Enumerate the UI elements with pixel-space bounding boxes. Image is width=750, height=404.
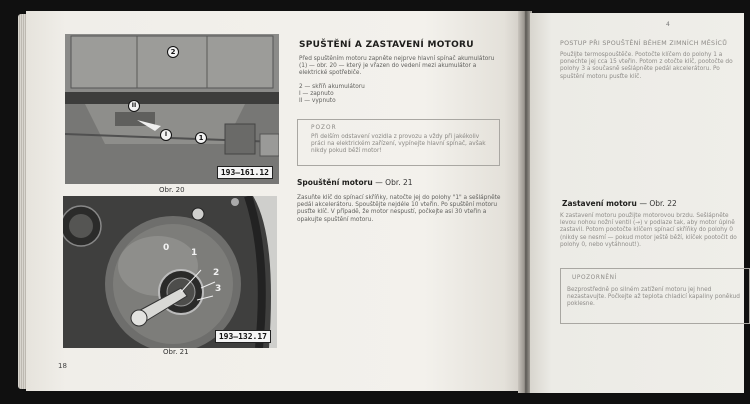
legend-item: 2 — skříň akumulátoru	[299, 84, 365, 90]
page-mark: 4	[666, 21, 670, 28]
legend-list	[299, 84, 449, 106]
section-heading: POSTUP PŘI SPOUŠTĚNÍ BĚHEM ZIMNÍCH MĚSÍCŮ	[560, 40, 728, 47]
intro-paragraph: Před spuštěním motoru zapněte nejprve hlavní spínač akumulátoru (1) — obr. 20 — který je vřazen do vedení mezi akumulátor a elektrické spotřebiče.	[299, 56, 495, 77]
warning-text: Při delším odstavení vozidla z provozu a vždy při jakékoliv práci na elektrickém zařízení, vypínejte hlavní spínač, avšak nikdy pokud běží motor!	[311, 134, 486, 155]
photo-caption: Obr. 20	[159, 186, 185, 194]
subheading-engine-start	[297, 178, 413, 187]
subheading-engine-stop	[562, 199, 677, 208]
photo-caption: Obr. 21	[163, 348, 189, 356]
callout-2: 2	[167, 46, 179, 58]
notice-text: Bezprostředně po silném zatížení motoru jej hned nezastavujte. Počkejte až teplota chladicí kapaliny poněkud poklesne.	[567, 287, 740, 308]
key-position-2: 2	[213, 268, 220, 278]
stop-paragraph: K zastavení motoru použijte motorovou brzdu. Sešlápněte levou nohou nožní ventil (→) v podlaze tak, aby motor úplně zastavil. Potom pootočte klíčem spínací skříňky do polohy 0 (nikdy se nesmí — pokud motor ještě běží, klíček pootočit do polohy 0, nebo vytáhnout!).	[560, 213, 737, 248]
subheading-title: Spouštění motoru	[297, 178, 373, 187]
subheading-title: Zastavení motoru	[562, 199, 637, 208]
callout-I: I	[160, 129, 172, 141]
section-heading: SPUŠTĚNÍ A ZASTAVENÍ MOTORU	[299, 40, 474, 50]
callout-II: II	[128, 100, 140, 112]
warning-title: POZOR	[311, 125, 337, 131]
cold-start-paragraph: Použijte termospouštěče. Pootočte klíčem do polohy 1 a ponechte jej cca 15 vteřin. Potom z otočte klíč, pootočte do polohy 3 a současně sešlápněte pedál akcelerátoru. Po spuštění motoru pusťte klíč.	[560, 52, 733, 80]
notice-title: UPOZORNĚNÍ	[572, 275, 617, 281]
key-position-1: 1	[191, 248, 198, 258]
photo-id-label: 193—132.17	[215, 330, 271, 343]
subheading-figure-ref: — Obr. 22	[639, 199, 677, 208]
subheading-figure-ref: — Obr. 21	[375, 178, 413, 187]
legend-item: I — zapnuto	[299, 91, 334, 98]
key-position-3: 3	[215, 284, 222, 294]
page-number: 18	[58, 362, 67, 370]
callout-1: 1	[195, 132, 207, 144]
legend-item: II — vypnuto	[299, 98, 336, 105]
photo-ignition-switch	[63, 196, 277, 348]
start-paragraph: Zasuňte klíč do spínací skříňky, natočte jej do polohy "1" a sešlápněte pedál akcelerátoru. Spouštějte nejdéle 10 vteřin. Po spuštění motoru pusťte klíč. V případě, že motor nespustí, počkejte asi 30 vteřin a opakujte spuštění motoru.	[297, 195, 501, 223]
photo-id-label: 193—161.12	[217, 166, 273, 179]
photo-battery-switch	[65, 34, 279, 184]
key-position-0: 0	[163, 243, 170, 253]
